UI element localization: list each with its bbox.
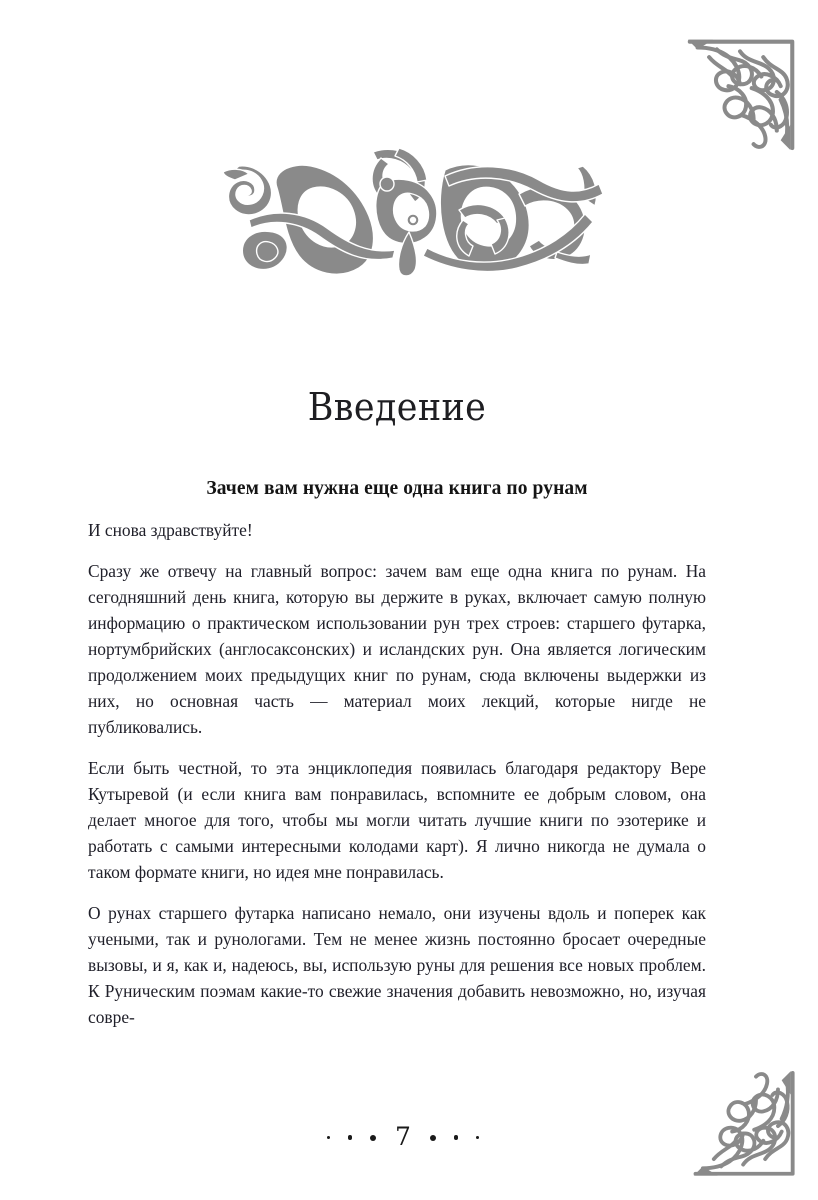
paragraph-1: Сразу же отвечу на главный вопрос: зачем вам еще одна книга по рунам. На сегодняшний день книга, которую вы держите в руках, включает самую полную информацию о практическом использовании рун трех строев: старшего футарка, нортумбрийских (англосаксонских) и исландских рун. Она является логическим продолжением моих предыдущих книг по рунам, сюда включены выдержки из них, но основная часть — материал моих лекций, которые нигде не публиковались.: [88, 561, 706, 738]
section-heading: Зачем вам нужна еще одна книга по рунам: [206, 477, 588, 499]
body-text: [88, 500, 706, 1030]
page-content: [88, 0, 706, 1030]
paragraph-2: Если быть честной, то эта энциклопедия появилась благодаря редактору Вере Кутыревой (и если книга вам понравилась, вспомните ее добрым словом, она делает многое для того, чтобы мы могли читать лучшие книги по эзотерике и работать с самыми интересными колодами карт). Я лично никогда не думала о таком формате книги, но идея мне понравилась.: [88, 758, 706, 883]
footer-dot-left-1: [327, 1136, 330, 1139]
footer-dot-left-3: [370, 1135, 376, 1141]
footer-dot-right-3: [476, 1136, 479, 1139]
page-number: 7: [395, 1122, 411, 1151]
footer-dot-right-1: [430, 1135, 436, 1141]
footer-dot-left-2: [348, 1135, 353, 1140]
paragraph-greeting: И снова здравствуйте!: [88, 520, 253, 541]
page-footer: [0, 1122, 818, 1151]
paragraph-3: О рунах старшего футарка написано немало, они изучены вдоль и поперек как учеными, так и рунологами. Тем не менее жизнь постоянно бросает очередные вызовы, и я, как и, надеюсь, вы, использую руны для решения все новых проблем. К Руническим поэмам какие-то свежие значения добавить невозможно, но, изучая совре-: [88, 903, 706, 1028]
footer-dot-right-2: [454, 1135, 459, 1140]
chapter-title: Введение: [307, 385, 487, 429]
